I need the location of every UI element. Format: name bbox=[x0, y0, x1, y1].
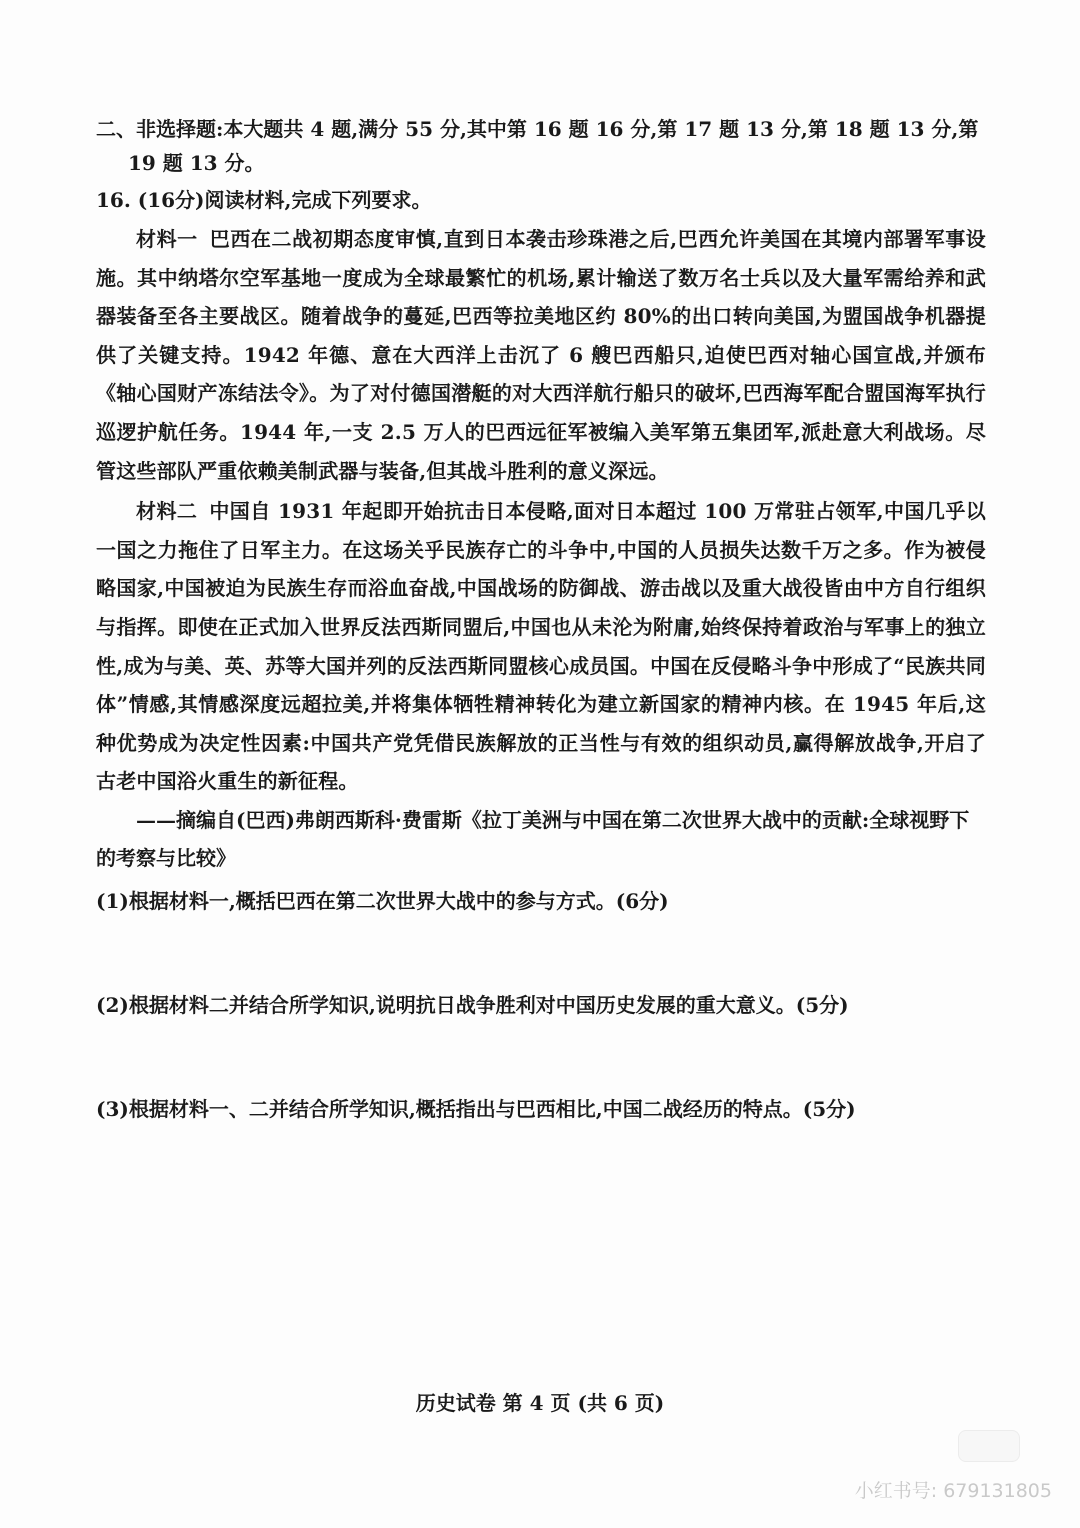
sub-question-3: (3)根据材料一、二并结合所学知识,概括指出与巴西相比,中国二战经历的特点。(5分) bbox=[96, 1096, 856, 1121]
watermark-logo-icon bbox=[958, 1430, 1020, 1462]
page-footer: 历史试卷 第 4 页 (共 6 页) bbox=[415, 1391, 665, 1415]
material-one-text: 巴西在二战初期态度审慎,直到日本袭击珍珠港之后,巴西允许美国在其境内部署军事设施。其中纳塔尔空军基地一度成为全球最繁忙的机场,累计输送了数万名士兵以及大量军需给养和武器装备至各主要战区。随着战争的蔓延,巴西等拉美地区约 80%的出口转向美国,为盟国战争机器提供了关键支持。1942 年德、意在大西洋上击沉了 6 艘巴西船只,迫使巴西对轴心国宣战,并颁布《轴心国财产冻结法令》。为了对付德国潜艇的对大西洋航行船只的破坏,巴西海军配合盟国海军执行巡逻护航任务。1944 年,一支 2.5 万人的巴西远征军被编入美军第五集团军,派赴意大利战场。尽管这些部队严重依赖美制武器与装备,但其战斗胜利的意义深远。 bbox=[96, 227, 986, 483]
material-two-label: 材料二 bbox=[136, 499, 198, 524]
sub-question-2: (2)根据材料二并结合所学知识,说明抗日战争胜利对中国历史发展的重大意义。(5分) bbox=[96, 992, 849, 1017]
question-16-intro: 16. (16分)阅读材料,完成下列要求。 bbox=[96, 188, 432, 212]
material-two-text: 中国自 1931 年起即开始抗击日本侵略,面对日本超过 100 万常驻占领军,中国几乎以一国之力拖住了日军主力。在这场关乎民族存亡的斗争中,中国的人员损失达数千万之多。作为被侵略国家,中国被迫为民族生存而浴血奋战,中国战场的防御战、游击战以及重大战役皆由中方自行组织与指挥。即使在正式加入世界反法西斯同盟后,中国也从未沦为附庸,始终保持着政治与军事上的独立性,成为与美、英、苏等大国并列的反法西斯同盟核心成员国。中国在反侵略斗争中形成了“民族共同体”情感,其情感深度远超拉美,并将集体牺牲精神转化为建立新国家的精神内核。在 1945 年后,这种优势成为决定性因素:中国共产党凭借民族解放的正当性与有效的组织动员,赢得解放战争,开启了古老中国浴火重生的新征程。 bbox=[96, 499, 986, 794]
material-one-label: 材料一 bbox=[136, 227, 198, 251]
sub-question-1: (1)根据材料一,概括巴西在第二次世界大战中的参与方式。(6分) bbox=[96, 888, 669, 913]
material-one bbox=[96, 220, 986, 490]
exam-content bbox=[96, 112, 986, 1127]
material-source: ——摘编自(巴西)弗朗西斯科·费雷斯《拉丁美洲与中国在第二次世界大战中的贡献:全球视野下的考察与比较》 bbox=[96, 807, 970, 870]
section-heading: 二、非选择题:本大题共 4 题,满分 55 分,其中第 16 题 16 分,第 17 题 13 分,第 18 题 13 分,第 19 题 13 分。 bbox=[96, 117, 979, 175]
watermark: 小红书号: 679131805 bbox=[854, 1480, 1052, 1502]
material-two bbox=[96, 492, 986, 801]
